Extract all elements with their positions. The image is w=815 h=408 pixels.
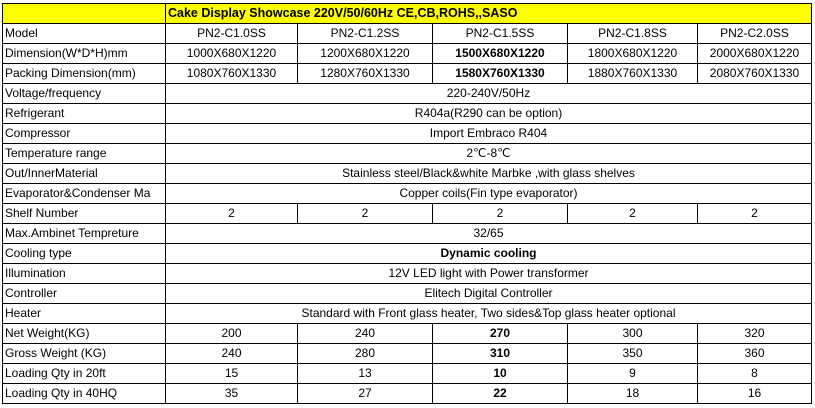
packing-cell[interactable]: 1880X760X1330 bbox=[568, 64, 698, 84]
compressor-cell[interactable]: Import Embraco R404 bbox=[166, 124, 812, 144]
table-row bbox=[3, 204, 812, 224]
table-row bbox=[3, 344, 812, 364]
shelf-cell[interactable]: 2 bbox=[433, 204, 568, 224]
table-row bbox=[3, 164, 812, 184]
net-weight-cell[interactable]: 240 bbox=[298, 324, 433, 344]
row-label-evaporator[interactable]: Evaporator&Condenser Ma bbox=[3, 184, 166, 204]
voltage-cell[interactable]: 220-240V/50Hz bbox=[166, 84, 812, 104]
heater-cell[interactable]: Standard with Front glass heater, Two sides&Top glass heater optional bbox=[166, 304, 812, 324]
row-label-shelf[interactable]: Shelf Number bbox=[3, 204, 166, 224]
qty-40hq-cell[interactable]: 16 bbox=[698, 384, 812, 404]
packing-cell[interactable]: 2080X760X1330 bbox=[698, 64, 812, 84]
table-row bbox=[3, 364, 812, 384]
row-label-controller[interactable]: Controller bbox=[3, 284, 166, 304]
dimension-cell[interactable]: 1500X680X1220 bbox=[433, 44, 568, 64]
row-label-ambient[interactable]: Max.Ambinet Tempreture bbox=[3, 224, 166, 244]
qty-40hq-cell[interactable]: 35 bbox=[166, 384, 298, 404]
illumination-cell[interactable]: 12V LED light with Power transformer bbox=[166, 264, 812, 284]
gross-weight-cell[interactable]: 360 bbox=[698, 344, 812, 364]
gross-weight-cell[interactable]: 350 bbox=[568, 344, 698, 364]
shelf-cell[interactable]: 2 bbox=[698, 204, 812, 224]
gross-weight-cell[interactable]: 310 bbox=[433, 344, 568, 364]
table-row bbox=[3, 144, 812, 164]
spec-table bbox=[2, 3, 812, 404]
packing-cell[interactable]: 1280X760X1330 bbox=[298, 64, 433, 84]
row-label-net-weight[interactable]: Net Weight(KG) bbox=[3, 324, 166, 344]
table-row bbox=[3, 124, 812, 144]
row-label-refrigerant[interactable]: Refrigerant bbox=[3, 104, 166, 124]
ambient-cell[interactable]: 32/65 bbox=[166, 224, 812, 244]
net-weight-cell[interactable]: 300 bbox=[568, 324, 698, 344]
title-row bbox=[3, 4, 812, 24]
evaporator-cell[interactable]: Copper coils(Fin type evaporator) bbox=[166, 184, 812, 204]
model-cell[interactable]: PN2-C1.8SS bbox=[568, 24, 698, 44]
material-cell[interactable]: Stainless steel/Black&white Marbke ,with glass shelves bbox=[166, 164, 812, 184]
dimension-cell[interactable]: 1000X680X1220 bbox=[166, 44, 298, 64]
gross-weight-cell[interactable]: 280 bbox=[298, 344, 433, 364]
controller-cell[interactable]: Elitech Digital Controller bbox=[166, 284, 812, 304]
model-cell[interactable]: PN2-C1.2SS bbox=[298, 24, 433, 44]
qty-20ft-cell[interactable]: 15 bbox=[166, 364, 298, 384]
row-label-qty-40hq[interactable]: Loading Qty in 40HQ bbox=[3, 384, 166, 404]
table-row bbox=[3, 224, 812, 244]
row-label-qty-20ft[interactable]: Loading Qty in 20ft bbox=[3, 364, 166, 384]
table-row bbox=[3, 324, 812, 344]
model-cell[interactable]: PN2-C1.5SS bbox=[433, 24, 568, 44]
cooling-cell[interactable]: Dynamic cooling bbox=[166, 244, 812, 264]
row-label-compressor[interactable]: Compressor bbox=[3, 124, 166, 144]
packing-cell[interactable]: 1080X760X1330 bbox=[166, 64, 298, 84]
dimension-cell[interactable]: 2000X680X1220 bbox=[698, 44, 812, 64]
temperature-cell[interactable]: 2℃-8℃ bbox=[166, 144, 812, 164]
net-weight-cell[interactable]: 200 bbox=[166, 324, 298, 344]
row-label-temperature[interactable]: Temperature range bbox=[3, 144, 166, 164]
packing-cell[interactable]: 1580X760X1330 bbox=[433, 64, 568, 84]
row-label-gross-weight[interactable]: Gross Weight (KG) bbox=[3, 344, 166, 364]
qty-20ft-cell[interactable]: 10 bbox=[433, 364, 568, 384]
table-row bbox=[3, 184, 812, 204]
table-title[interactable]: Cake Display Showcase 220V/50/60Hz CE,CB,ROHS,,SASO bbox=[166, 4, 812, 24]
row-label-cooling[interactable]: Cooling type bbox=[3, 244, 166, 264]
row-label-heater[interactable]: Heater bbox=[3, 304, 166, 324]
qty-40hq-cell[interactable]: 18 bbox=[568, 384, 698, 404]
row-label-material[interactable]: Out/InnerMaterial bbox=[3, 164, 166, 184]
qty-20ft-cell[interactable]: 9 bbox=[568, 364, 698, 384]
shelf-cell[interactable]: 2 bbox=[568, 204, 698, 224]
table-row bbox=[3, 84, 812, 104]
refrigerant-cell[interactable]: R404a(R290 can be option) bbox=[166, 104, 812, 124]
qty-40hq-cell[interactable]: 22 bbox=[433, 384, 568, 404]
dimension-cell[interactable]: 1800X680X1220 bbox=[568, 44, 698, 64]
qty-20ft-cell[interactable]: 8 bbox=[698, 364, 812, 384]
table-row bbox=[3, 64, 812, 84]
table-row bbox=[3, 304, 812, 324]
model-cell[interactable]: PN2-C2.0SS bbox=[698, 24, 812, 44]
dimension-cell[interactable]: 1200X680X1220 bbox=[298, 44, 433, 64]
gross-weight-cell[interactable]: 240 bbox=[166, 344, 298, 364]
table-row bbox=[3, 264, 812, 284]
row-label-illumination[interactable]: Illumination bbox=[3, 264, 166, 284]
row-label-packing[interactable]: Packing Dimension(mm) bbox=[3, 64, 166, 84]
table-row bbox=[3, 104, 812, 124]
table-row bbox=[3, 24, 812, 44]
table-row bbox=[3, 384, 812, 404]
row-label-model[interactable]: Model bbox=[3, 24, 166, 44]
model-cell[interactable]: PN2-C1.0SS bbox=[166, 24, 298, 44]
net-weight-cell[interactable]: 270 bbox=[433, 324, 568, 344]
title-blank-cell[interactable] bbox=[3, 4, 166, 24]
table-row bbox=[3, 244, 812, 264]
shelf-cell[interactable]: 2 bbox=[298, 204, 433, 224]
qty-40hq-cell[interactable]: 27 bbox=[298, 384, 433, 404]
table-row bbox=[3, 284, 812, 304]
row-label-dimension[interactable]: Dimension(W*D*H)mm bbox=[3, 44, 166, 64]
table-row bbox=[3, 44, 812, 64]
shelf-cell[interactable]: 2 bbox=[166, 204, 298, 224]
qty-20ft-cell[interactable]: 13 bbox=[298, 364, 433, 384]
row-label-voltage[interactable]: Voltage/frequency bbox=[3, 84, 166, 104]
net-weight-cell[interactable]: 320 bbox=[698, 324, 812, 344]
